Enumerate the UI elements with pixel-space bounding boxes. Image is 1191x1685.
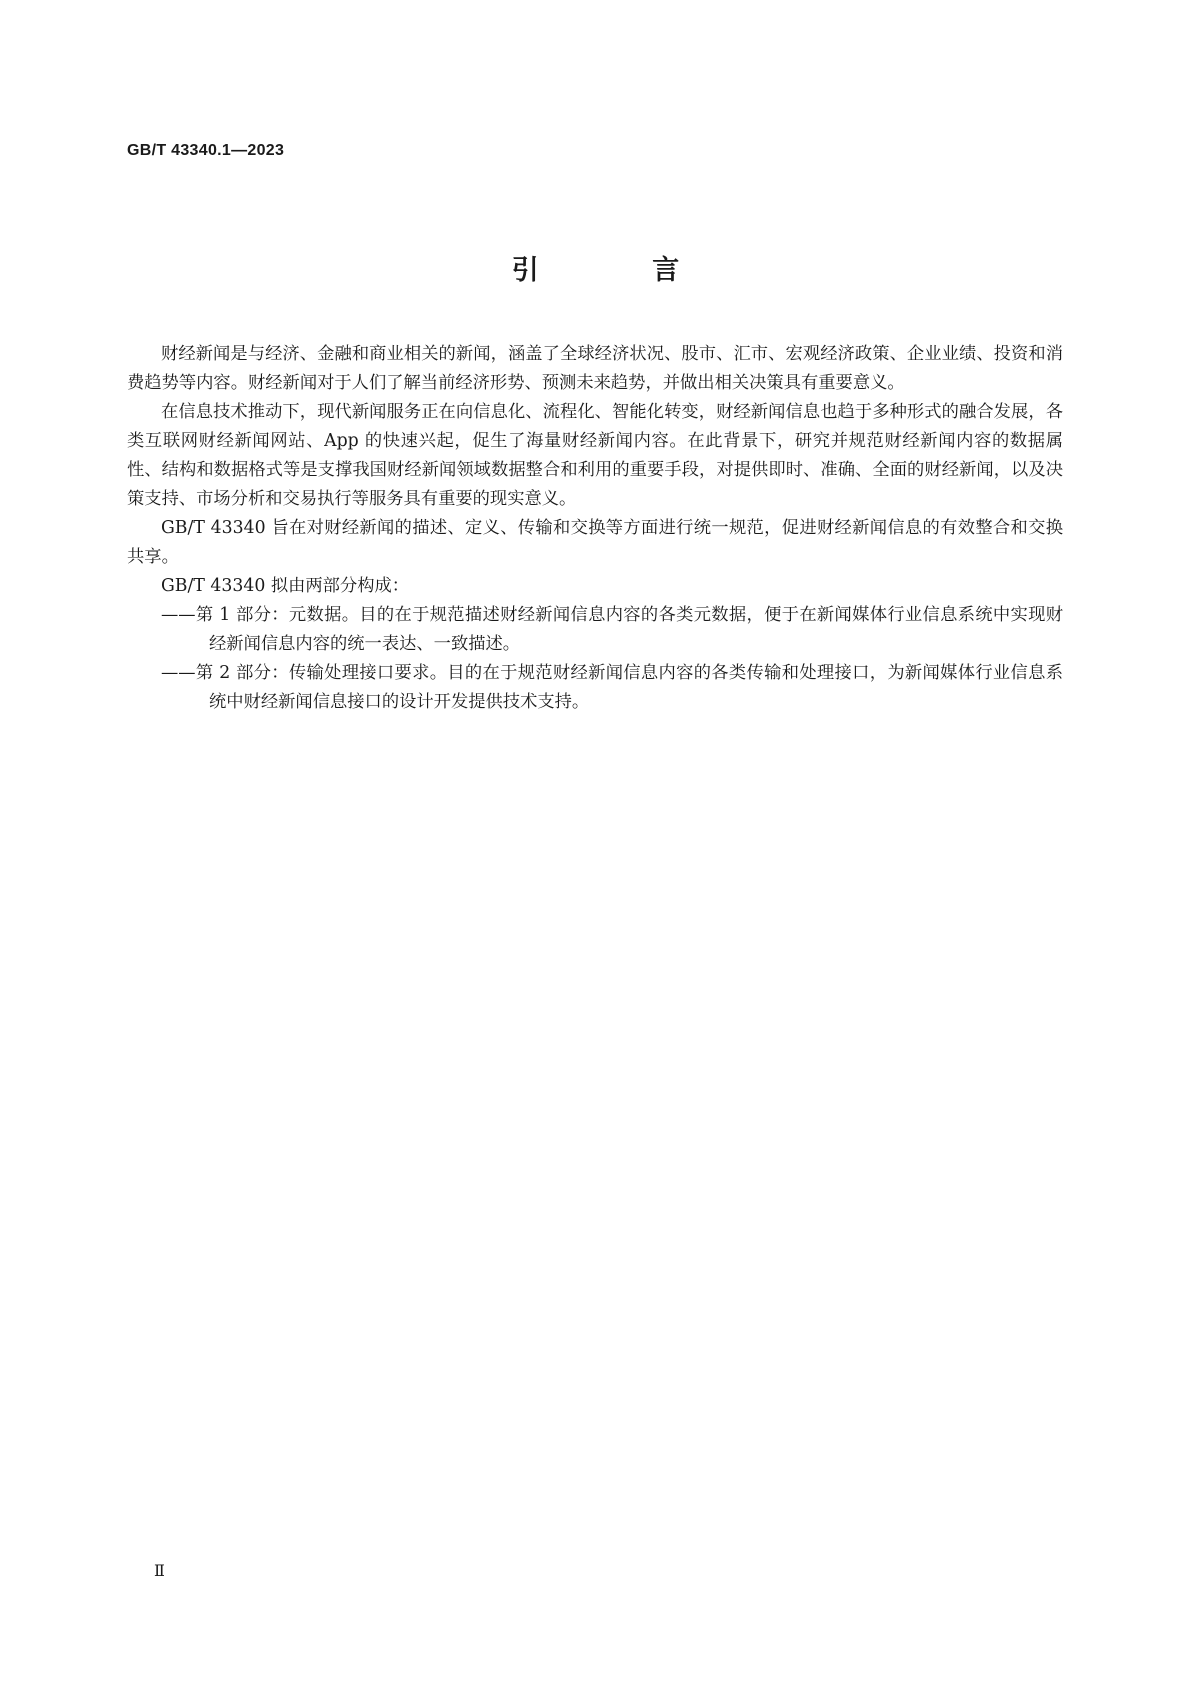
paragraph-structure: GB/T 43340 拟由两部分构成： — [161, 576, 410, 596]
document-body — [127, 340, 1063, 717]
page-title: 引 言 — [511, 255, 732, 286]
list-item-part-1: ——第 1 部分：元数据。目的在于规范描述财经新闻信息内容的各类元数据，便于在新闻媒体行业信息系统中实现财经新闻信息内容的统一表达、一致描述。 — [161, 605, 1063, 654]
paragraph-background: 在信息技术推动下，现代新闻服务正在向信息化、流程化、智能化转变，财经新闻信息也趋于多种形式的融合发展，各类互联网财经新闻网站、App 的快速兴起，促生了海量财经新闻内容。在此背景下，研究并规范财经新闻内容的数据属性、结构和数据格式等是支撑我国财经新闻领域数据整合和利用的重要手段，对提供即时、准确、全面的财经新闻，以及决策支持、市场分析和交易执行等服务具有重要的现实意义。 — [127, 402, 1063, 509]
page-number: Ⅱ — [154, 1561, 165, 1580]
paragraph-purpose: GB/T 43340 旨在对财经新闻的描述、定义、传输和交换等方面进行统一规范，促进财经新闻信息的有效整合和交换共享。 — [127, 518, 1063, 567]
list-item-part-2: ——第 2 部分：传输处理接口要求。目的在于规范财经新闻信息内容的各类传输和处理接口，为新闻媒体行业信息系统中财经新闻信息接口的设计开发提供技术支持。 — [161, 663, 1063, 712]
standard-code: GB/T 43340.1—2023 — [127, 142, 285, 159]
paragraph-intro: 财经新闻是与经济、金融和商业相关的新闻，涵盖了全球经济状况、股市、汇市、宏观经济政策、企业业绩、投资和消费趋势等内容。财经新闻对于人们了解当前经济形势、预测未来趋势，并做出相关决策具有重要意义。 — [127, 344, 1063, 393]
